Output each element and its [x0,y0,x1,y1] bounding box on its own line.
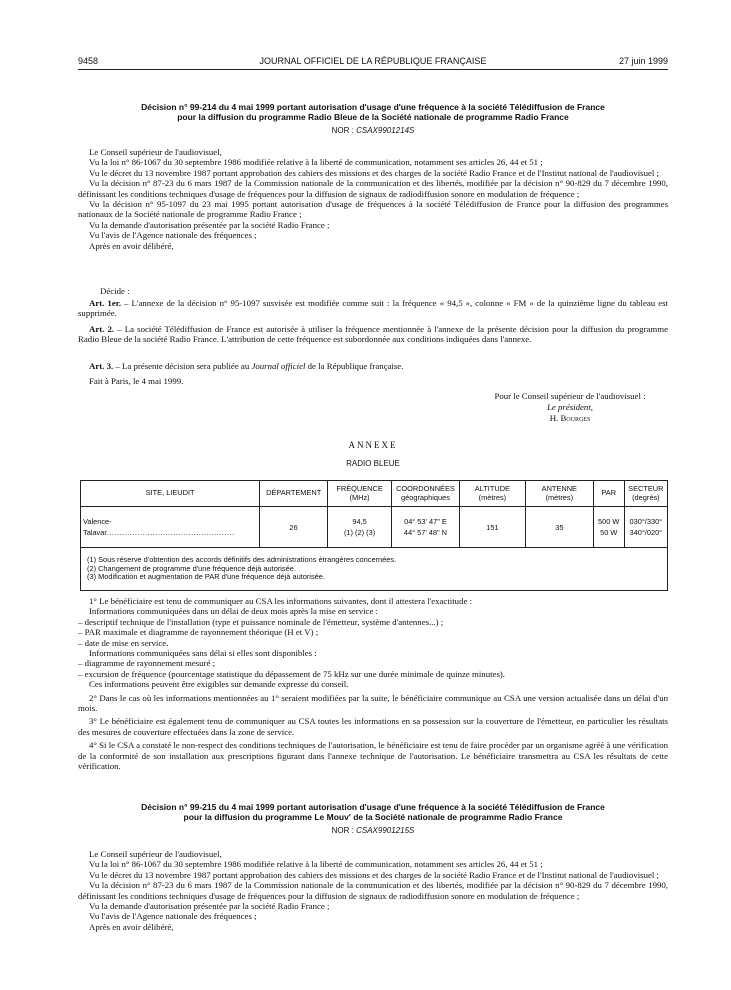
article-2 [78,324,668,345]
table-note: (3) Modification et augmentation de PAR d'une fréquence déjà autorisée. [87,572,325,582]
preamble-line: Vu l'avis de l'Agence nationale des fréquences ; [89,911,257,922]
article-2-text: – La société Télédiffusion de France est autorisée à utiliser la fréquence mentionnée à l'annexe de la présente décision pour la diffusion du programme Radio Bleue de la société Radio France. L'attribution de cette fréquence est subordonnée aux conditions indiquées dans l'annexe. [78,324,668,345]
preamble-line: Vu le décret du 13 novembre 1987 portant approbation des cahiers des missions et des charges de la société Radio France et de l'Institut national de l'audiovisuel ; [89,167,659,178]
preamble-line: Le Conseil supérieur de l'audiovisuel, [89,849,222,859]
nor-code: CSAX9901214S [356,126,415,135]
article-1-label: Art. 1er. [89,298,122,308]
decision-1-title-line-2: pour la diffusion du programme Radio Bleue de la Société nationale de programme Radio France [177,112,569,122]
journal-title: JOURNAL OFFICIEL DE LA RÉPUBLIQUE FRANÇAISE [259,56,487,66]
condition-line: 2° Dans le cas où les informations mentionnées au 1° seraient modifiées par la suite, le bénéficiaire communique au CSA une version actualisée dans un délai d'un mois. [78,692,668,714]
preamble-line: Vu la demande d'autorisation présentée par la société Radio France ; [89,219,330,230]
table-notes [81,548,668,591]
article-3-text-end: de la République française. [305,361,404,371]
table-header-row [81,481,668,507]
annexe-table [80,480,668,591]
table-note: (2) Changement de programme d'une fréquence déjà autorisée. [87,563,296,573]
condition-line: 3° Le bénéficiaire est également tenu de communiquer au CSA toutes les informations en sa possession sur la couverture de l'émetteur, en particulier les résultats des mesures de couverture effectuées dans la zone de service. [78,716,668,737]
preamble-line: Vu le décret du 13 novembre 1987 portant approbation des cahiers des missions et des charges de la société Radio France et de l'Institut national de l'audiovisuel ; [89,869,659,880]
preamble-line: Vu la loi n° 86-1067 du 30 septembre 1986 modifiée relative à la liberté de communication, notamment ses articles 26, 44 et 51 ; [89,859,543,870]
condition-line: – date de mise en service. [78,637,169,648]
decision-2-title-line-2: pour la diffusion du programme Le Mouv' de la Société nationale de programme Radio France [183,812,563,822]
col-secteur: SECTEUR (degrés) [624,481,667,507]
condition-line: – descriptif technique de l'installation (type et puissance nominale de l'émetteur, système d'antennes...) ; [78,616,444,627]
cell-antenne: 35 [525,507,593,548]
condition-line: 4° Si le CSA a constaté le non-respect des conditions techniques de l'autorisation, le bénéficiaire est tenu de faire procéder par un organisme agréé à une vérification de la conformité de son installation aux prescriptions figurant dans l'annexe technique de l'autorisation. Le bénéficiaire transmettra au CSA les résultats de cette vérification. [78,740,668,772]
article-1 [78,298,668,319]
signature-title: Le président, [547,401,593,412]
cell-site: Valence-Talavar.................................................. [81,507,260,548]
decide-heading: Décide : [100,286,130,296]
decision-2-title-line-1: Décision n° 99-215 du 4 mai 1999 portant autorisation d'usage d'une fréquence à la société Télédiffusion de France [141,802,605,812]
col-par: PAR [593,481,624,507]
annexe-subtitle: RADIO BLEUE [346,459,400,468]
table-note: (1) Sous réserve d'obtention des accords définitifs des administrations étrangères concernées. [87,555,397,565]
preamble-line: Après en avoir délibéré, [89,921,174,932]
nor-label: NOR : [331,826,354,835]
condition-line: 1° Le bénéficiaire est tenu de communiquer au CSA les informations suivantes, dont il attestera l'exactitude : [89,596,473,606]
page-number: 9458 [78,56,99,66]
decision-1-nor [78,126,668,135]
decision-1-title [78,102,668,122]
nor-code: CSAX9901215S [356,826,415,835]
decision-2-preamble [78,849,668,932]
article-3-journal: Journal officiel [251,361,306,371]
table-notes-row [81,548,668,591]
nor-label: NOR : [331,126,354,135]
signature-name: H. Bourges [549,412,591,423]
condition-line: Informations communiquées sans délai si elles sont disponibles : [89,648,317,659]
signature-line-1: Pour le Conseil supérieur de l'audiovisuel : [494,391,646,401]
preamble-line: Vu la décision n° 95-1097 du 23 mai 1995 portant autorisation d'usage de fréquences à la société Télédiffusion de France pour la diffusion des programmes nationaux de la Société nationale de programme Radio France ; [78,199,668,220]
decision-1-title-line-1: Décision n° 99-214 du 4 mai 1999 portant autorisation d'usage d'une fréquence à la société Télédiffusion de France [141,102,605,112]
condition-line: – diagramme de rayonnement mesuré ; [78,658,216,669]
article-3-text: – La présente décision sera publiée au [113,361,252,371]
header-rule [78,69,668,70]
condition-line: – PAR maximale et diagramme de rayonnement théorique (H et V) ; [78,627,319,638]
col-site: SITE, LIEUDIT [81,481,260,507]
table-row [81,507,668,548]
condition-line: Informations communiquées dans un délai de deux mois après la mise en service : [89,606,378,617]
cell-par: 500 W 50 W [593,507,624,548]
preamble-line: Vu la décision n° 87-23 du 6 mars 1987 de la Commission nationale de la communication et des libertés, modifiée par la décision n° 90-829 du 7 décembre 1990, définissant les conditions techniques d'usage de fréquences pour la diffusion de signaux de radiodiffusion sonore en modulation de fréquence ; [78,178,668,199]
col-departement: DÉPARTEMENT [260,481,328,507]
preamble-line: Vu la décision n° 87-23 du 6 mars 1987 de la Commission nationale de la communication et des libertés, modifiée par la décision n° 90-829 du 7 décembre 1990, définissant les conditions techniques d'usage de fréquences pour la diffusion de signaux de radiodiffusion sonore en modulation de fréquence ; [78,880,668,901]
col-antenne: ANTENNE (mètres) [525,481,593,507]
condition-line: – excursion de fréquence (pourcentage statistique du dépassement de 75 kHz sur une durée minimale de quinze minutes). [78,668,505,679]
decision-2-nor [78,826,668,835]
article-3 [78,361,668,371]
article-3-label: Art. 3. [89,361,114,371]
col-altitude: ALTITUDE (mètres) [459,481,525,507]
col-frequence: FRÉQUENCE (MHz) [328,481,392,507]
cell-secteur: 030°/330° 340°/020° [624,507,667,548]
preamble-line: Vu l'avis de l'Agence nationale des fréquences ; [89,230,257,241]
signature-block [470,391,670,423]
col-coordonnees: COORDONNÉES géographiques [391,481,459,507]
preamble-line: Après en avoir délibéré, [89,240,174,251]
cell-altitude: 151 [459,507,525,548]
preamble-line: Vu la loi n° 86-1067 du 30 septembre 1986 modifiée relative à la liberté de communication, notamment ses articles 26, 44 et 51 ; [89,157,543,168]
publication-date: 27 juin 1999 [618,56,668,66]
decision-2-title [78,802,668,822]
cell-departement: 26 [260,507,328,548]
decision-1-preamble [78,147,668,251]
article-2-label: Art. 2. [89,324,115,334]
annexe-title: ANNEXE [348,440,398,450]
preamble-line: Le Conseil supérieur de l'audiovisuel, [89,147,222,157]
fait-a-paris: Fait à Paris, le 4 mai 1999. [89,376,184,386]
article-1-text: – L'annexe de la décision n° 95-1097 susvisée est modifiée comme suit : la fréquence « 94,5 », colonne « FM » de la quinzième ligne du tableau est supprimée. [78,298,668,319]
conditions-block [78,596,668,772]
cell-coordonnees: 04° 53' 47" E 44° 57' 48" N [391,507,459,548]
preamble-line: Vu la demande d'autorisation présentée par la société Radio France ; [89,901,330,912]
condition-line: Ces informations peuvent être exigibles sur demande expresse du conseil. [89,679,349,690]
cell-frequence: 94,5 (1) (2) (3) [328,507,392,548]
